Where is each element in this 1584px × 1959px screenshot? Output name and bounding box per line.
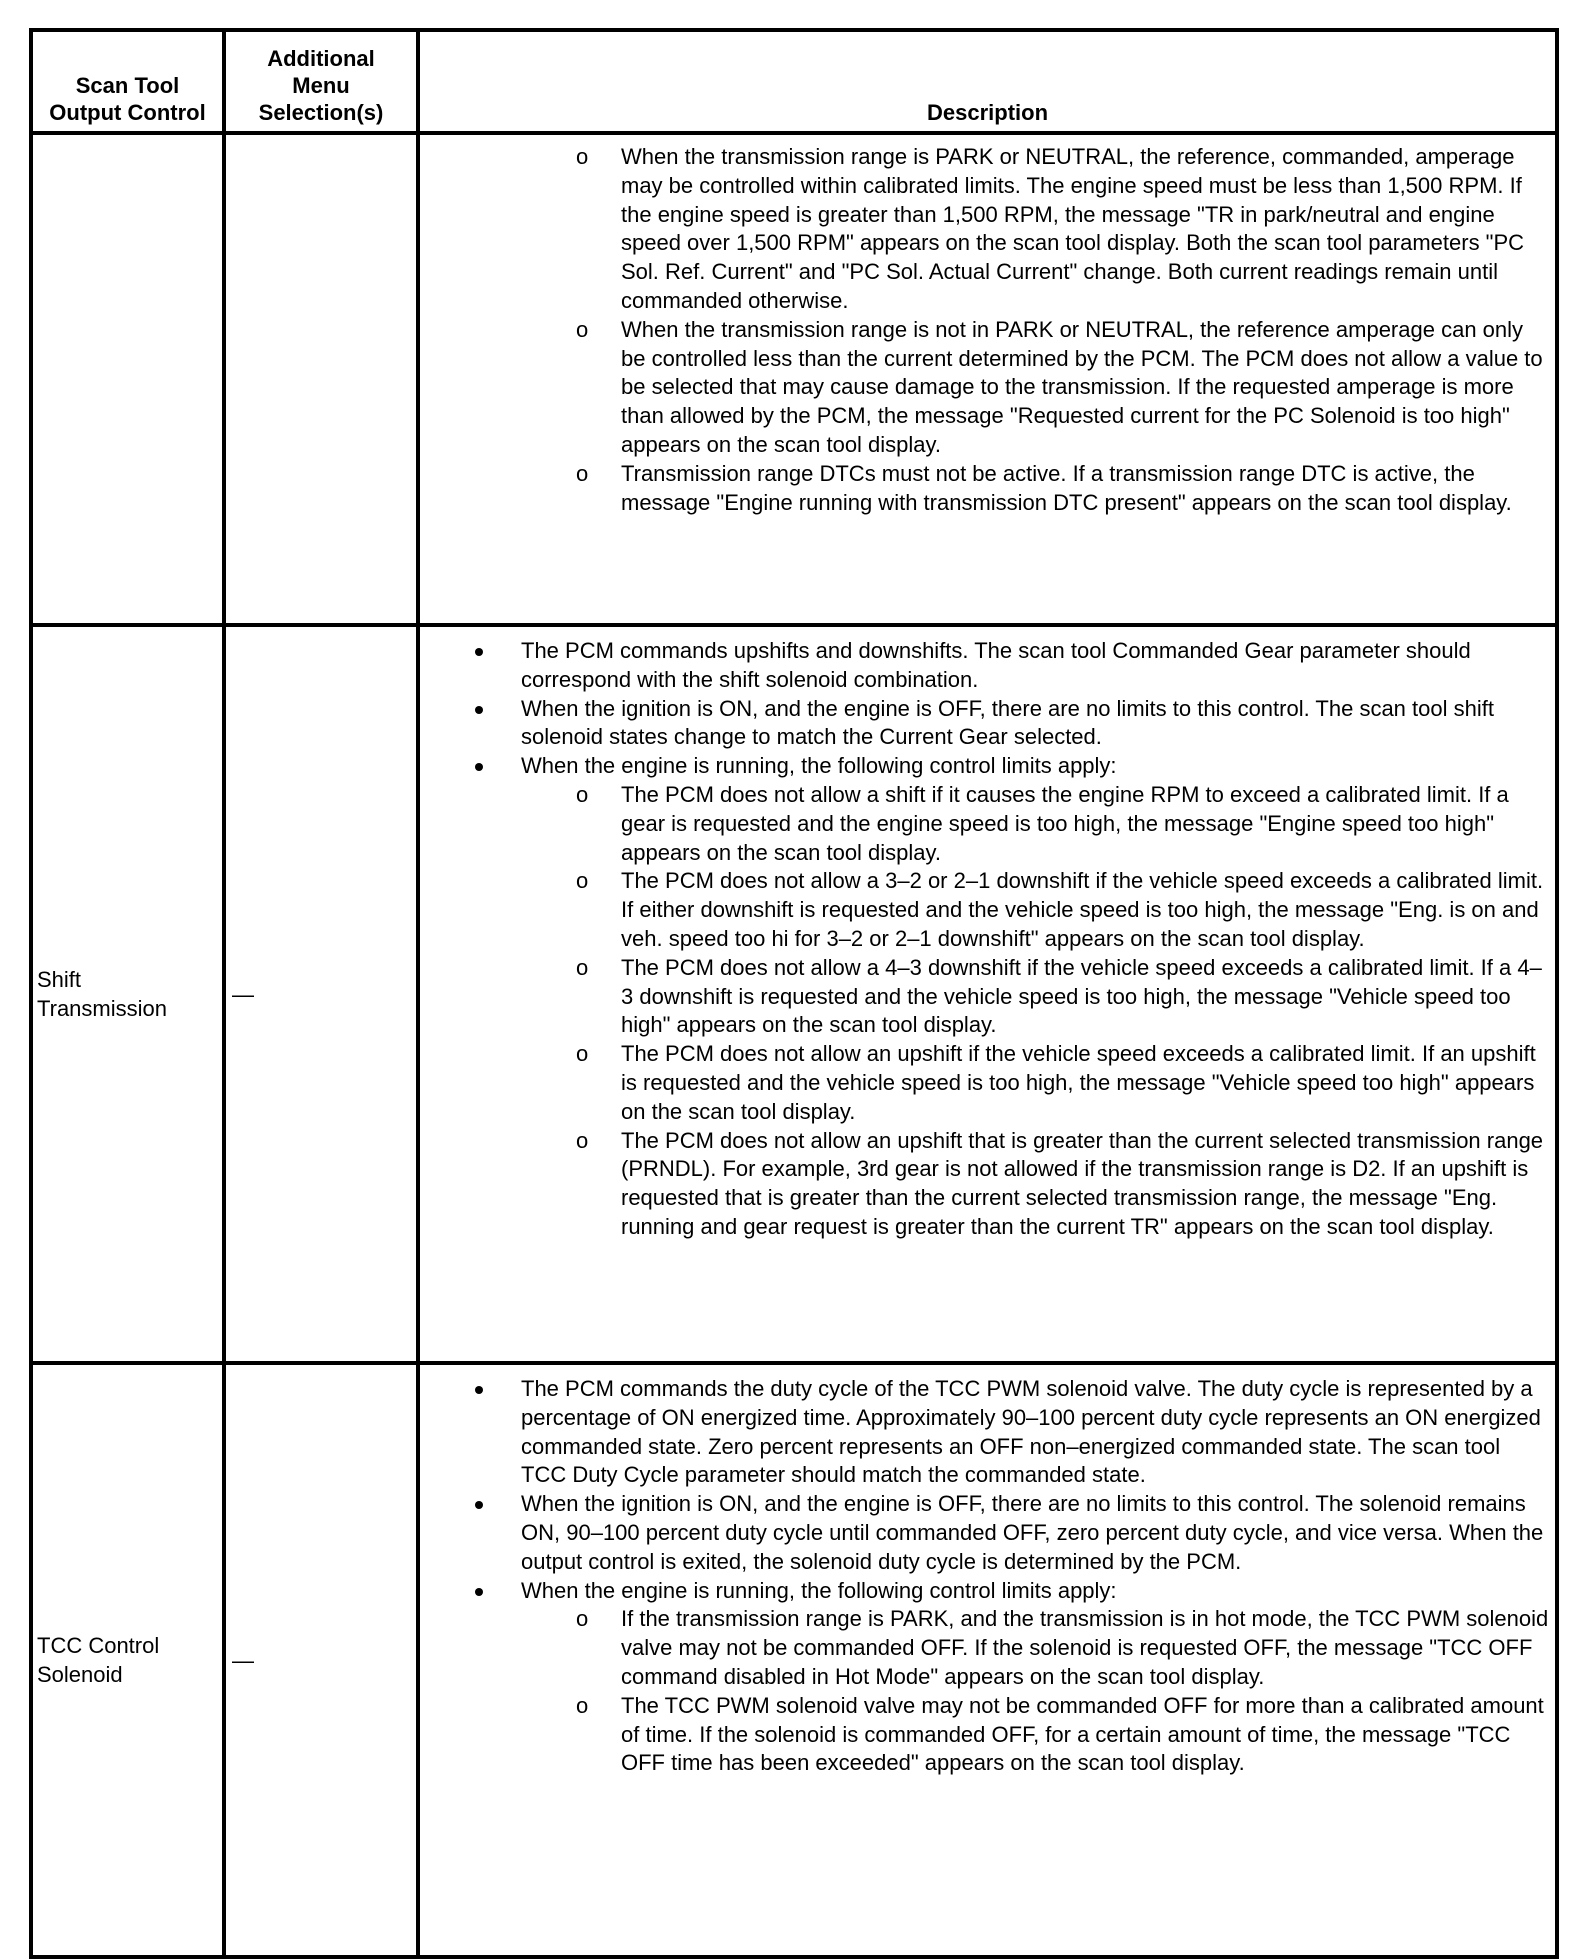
output-control-name-line2: Solenoid: [37, 1662, 123, 1687]
menu-selection-value: —: [232, 981, 254, 1007]
output-control-name-line2: Transmission: [37, 996, 167, 1021]
header-col2-line2: Menu: [292, 73, 350, 98]
menu-selection-value: —: [232, 1647, 254, 1673]
list-item: [420, 1490, 1555, 1576]
circle-bullet-icon: o: [576, 1041, 589, 1067]
list-item-text: The PCM commands upshifts and downshifts. The scan tool Commanded Gear parameter should correspond with the shift solenoid combination.: [521, 638, 1471, 692]
header-col1-line1: Scan Tool: [75, 73, 180, 98]
description-cell: [418, 625, 1557, 1363]
header-col2-line1: Additional: [267, 46, 375, 71]
bullet-icon: [475, 706, 483, 714]
bullet-icon: [475, 763, 483, 771]
list-item-text: Transmission range DTCs must not be active. If a transmission range DTC is active, the message "Engine running with transmission DTC present" appears on the scan tool display.: [621, 460, 1512, 515]
list-item-text: The PCM does not allow an upshift if the vehicle speed exceeds a calibrated limit. If an upshift is requested and the vehicle speed is too high, the message "Vehicle speed too high" appears on the scan tool display.: [621, 1041, 1536, 1124]
table-row-tcc-control-solenoid: [31, 1363, 1557, 1957]
circle-bullet-icon: o: [576, 1692, 589, 1718]
list-item-text: The TCC PWM solenoid valve may not be commanded OFF for more than a calibrated amount of time. If the solenoid is commanded OFF, for a certain amount of time, the message "TCC OFF time has been exceeded" appears on the scan tool display.: [621, 1692, 1544, 1776]
list-item-text: When the ignition is ON, and the engine is OFF, there are no limits to this control. The solenoid remains ON, 90–100 percent duty cycle until commanded OFF, zero percent duty cycle, and vice versa. When the output control is exited, the solenoid duty cycle is determined by the PCM.: [521, 1491, 1544, 1574]
output-control-cell: [31, 133, 224, 625]
list-item: [420, 1127, 1555, 1242]
description-cell: [418, 1363, 1557, 1957]
list-item: [420, 695, 1555, 753]
header-row: [31, 30, 1557, 133]
output-control-name-line1: TCC Control: [37, 1633, 160, 1658]
list-item: [420, 1040, 1555, 1126]
menu-selection-cell: [224, 133, 418, 625]
header-additional-menu-selections: [224, 30, 418, 133]
circle-bullet-icon: o: [576, 1127, 589, 1153]
list-item: [420, 460, 1555, 518]
list-item: [420, 143, 1555, 316]
circle-bullet-icon: o: [576, 316, 589, 342]
list-item-text: When the transmission range is PARK or NEUTRAL, the reference, commanded, amperage may be controlled within calibrated limits. The engine speed must be less than 1,500 RPM. If the engine speed is greater than 1,500 RPM, the message "TR in park/neutral and engine speed over 1,500 RPM" appears on the scan tool display. Both the scan tool parameters "PC Sol. Ref. Current" and "PC Sol. Actual Current" change. Both current readings remain until commanded otherwise.: [621, 144, 1525, 313]
list-item-text: The PCM does not allow a 4–3 downshift if the vehicle speed exceeds a calibrated limit. If a 4–3 downshift is requested and the vehicle speed is too high, the message "Vehicle speed too high" appears on the scan tool display.: [621, 954, 1542, 1038]
header-col2-line3: Selection(s): [258, 100, 384, 125]
menu-selection-cell: [224, 1363, 418, 1957]
header-scan-tool-output-control: [31, 30, 224, 133]
circle-bullet-icon: o: [576, 460, 589, 486]
bullet-icon: [475, 648, 483, 656]
list-item: [420, 637, 1555, 695]
header-col1-line2: Output Control: [49, 100, 206, 125]
list-item: [420, 954, 1555, 1040]
bullet-icon: [475, 1501, 483, 1509]
list-item: [420, 781, 1555, 867]
list-item-text: When the ignition is ON, and the engine is OFF, there are no limits to this control. The scan tool shift solenoid states change to match the Current Gear selected.: [521, 695, 1494, 750]
list-item: [420, 1375, 1555, 1490]
description-cell: [418, 133, 1557, 625]
list-item: [420, 752, 1555, 781]
output-control-cell: [31, 1363, 224, 1957]
circle-bullet-icon: o: [576, 144, 589, 169]
bullet-icon: [475, 1588, 483, 1596]
circle-bullet-icon: o: [576, 868, 589, 894]
table-row-pc-solenoid-continued: [31, 133, 1557, 625]
list-item-text: The PCM does not allow an upshift that is greater than the current selected transmission range (PRNDL). For example, 3rd gear is not allowed if the transmission range is D2. If an upshift is requested that is greater than the current selected transmission range, the message "Eng. running and gear request is greater than the current TR" appears on the scan tool display.: [621, 1127, 1544, 1239]
header-col3: Description: [926, 100, 1049, 125]
circle-bullet-icon: o: [576, 954, 589, 980]
list-item-text: The PCM does not allow a 3–2 or 2–1 downshift if the vehicle speed exceeds a calibrated limit. If either downshift is requested and the vehicle speed is too high, the message "Eng. is on and veh. speed too hi for 3–2 or 2–1 downshift" appears on the scan tool display.: [621, 868, 1544, 951]
menu-selection-cell: [224, 625, 418, 1363]
list-item: [420, 1605, 1555, 1691]
list-item-text: The PCM does not allow a shift if it causes the engine RPM to exceed a calibrated limit. If a gear is requested and the engine speed is too high, the message "Engine speed too high" appears on the scan tool display.: [621, 781, 1509, 865]
header-description: [418, 30, 1557, 133]
list-item-text: If the transmission range is PARK, and the transmission is in hot mode, the TCC PWM solenoid valve may not be commanded OFF. If the solenoid is requested OFF, the message "TCC OFF command disabled in Hot Mode" appears on the scan tool display.: [621, 1606, 1549, 1689]
bullet-icon: [475, 1386, 483, 1394]
list-item-text: When the transmission range is not in PARK or NEUTRAL, the reference amperage can only be controlled less than the current determined by the PCM. The PCM does not allow a value to be selected that may cause damage to the transmission. If the requested amperage is more than allowed by the PCM, the message "Requested current for the PC Solenoid is too high" appears on the scan tool display.: [621, 316, 1543, 457]
circle-bullet-icon: o: [576, 1606, 589, 1632]
scan-tool-output-control-table: [29, 28, 1559, 1959]
circle-bullet-icon: o: [576, 781, 589, 807]
output-control-cell: [31, 625, 224, 1363]
output-control-name-line1: Shift: [37, 967, 82, 992]
list-item: [420, 867, 1555, 953]
list-item-text: When the engine is running, the following control limits apply:: [521, 753, 1117, 779]
list-item-text: The PCM commands the duty cycle of the TCC PWM solenoid valve. The duty cycle is represented by a percentage of ON energized time. Approximately 90–100 percent duty cycle represents an ON energized commanded state. Zero percent represents an OFF non–energized commanded state. The scan tool TCC Duty Cycle parameter should match the commanded state.: [521, 1376, 1541, 1488]
list-item-text: When the engine is running, the following control limits apply:: [521, 1577, 1117, 1603]
table-row-shift-transmission: [31, 625, 1557, 1363]
list-item: [420, 1692, 1555, 1778]
list-item: [420, 1577, 1555, 1606]
list-item: [420, 316, 1555, 460]
